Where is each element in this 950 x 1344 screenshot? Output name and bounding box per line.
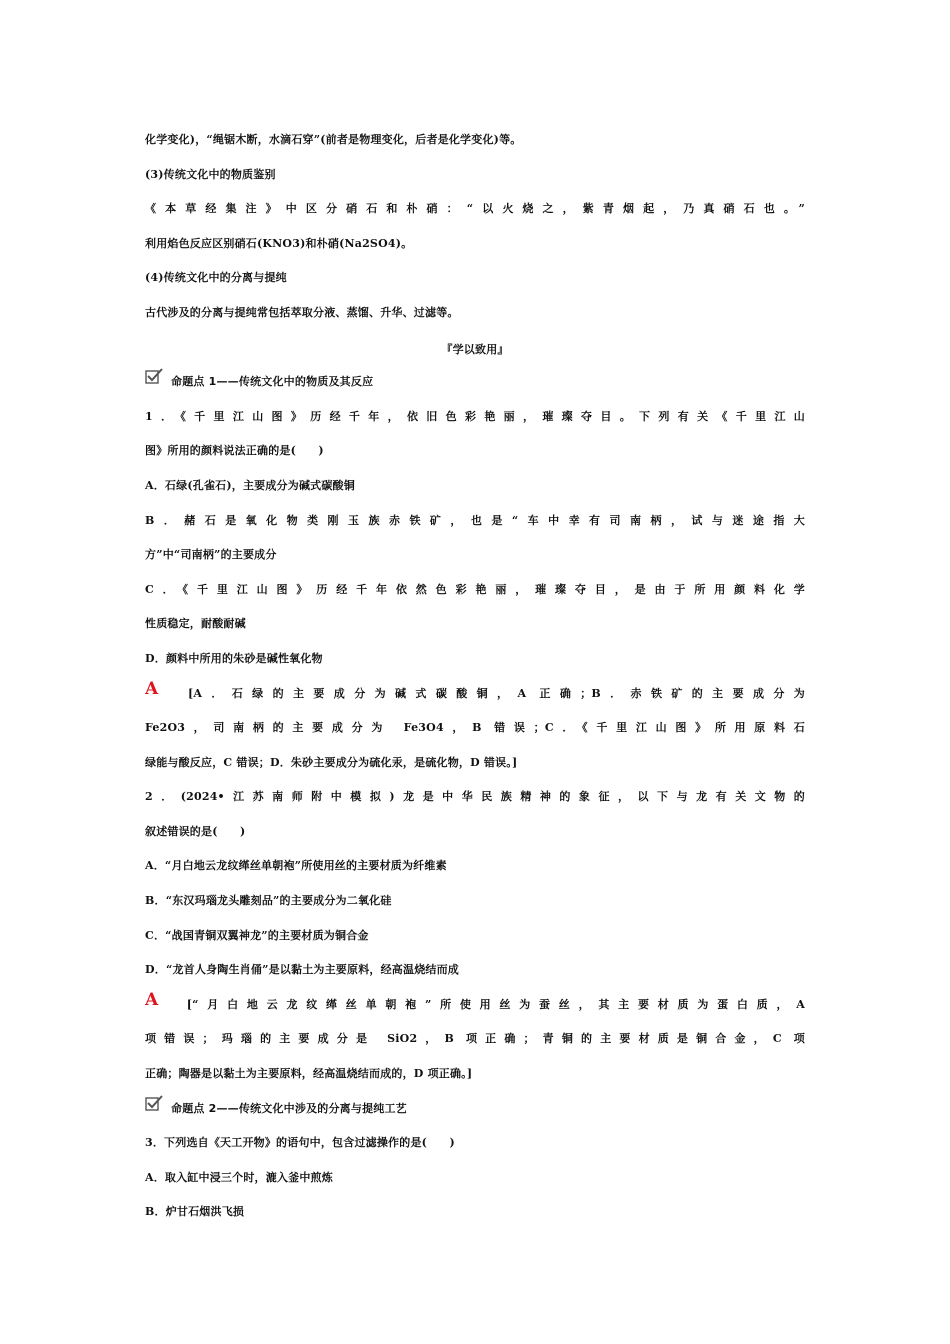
text-line xyxy=(145,637,805,672)
text-line xyxy=(145,879,805,914)
text-line xyxy=(145,153,805,188)
subscript: ，B 项正确；青铜的主要材质是铜合金，C 项 xyxy=(417,1032,805,1046)
subscript: 4 xyxy=(435,721,444,735)
text-line xyxy=(145,395,805,430)
subscript: 《本草经集注》中区分硝石和朴硝：“以火烧之，紫青烟起，乃真硝石也。” xyxy=(145,202,805,216)
text-line xyxy=(145,429,805,464)
subscript: ，B 错误；C．《千里江山图》所用原料石 xyxy=(443,721,805,735)
subscript: C．“战国青铜双翼神龙”的主要材质为铜合金 xyxy=(145,928,369,942)
subscript: 3 xyxy=(418,721,427,735)
answer-letter: A xyxy=(145,989,159,1010)
text-line xyxy=(145,1190,805,1225)
subscript: 3 xyxy=(292,236,301,250)
text-line xyxy=(145,464,805,499)
subscript: 利用焰色反应区别硝石(KNO xyxy=(145,236,293,250)
text-line xyxy=(145,533,805,568)
topic-heading xyxy=(145,1087,805,1122)
subscript: (4)传统文化中的分离与提纯 xyxy=(145,271,287,285)
subscript: 2 xyxy=(409,1032,418,1046)
text-line xyxy=(145,914,805,949)
subscript: C．《千里江山图》历经千年依然色彩艳丽，璀璨夺目，是由于所用颜料化学 xyxy=(145,582,805,596)
subscript: 2 xyxy=(362,236,370,250)
subscript: B．炉甘石烟洪飞损 xyxy=(145,1205,245,1219)
checkbox-checked-icon xyxy=(145,1089,163,1105)
subscript: D．“龙首人身陶生肖俑”是以黏土为主要原料，经高温烧结而成 xyxy=(145,963,459,977)
subscript: 化学变化)，“绳锯木断，水滴石穿”(前者是物理变化，后者是化学变化)等。 xyxy=(145,133,522,146)
subscript: 命题点 2——传统文化中涉及的分离与提纯工艺 xyxy=(171,1101,407,1115)
subscript: 2．(2024•江苏南师附中模拟)龙是中华民族精神的象征，以下与龙有关文物的 xyxy=(145,790,805,804)
checkbox-checked-icon xyxy=(145,362,163,378)
subscript: )和朴硝(Na xyxy=(300,236,363,250)
text-line xyxy=(145,222,805,257)
document-body xyxy=(145,118,805,1225)
text-line xyxy=(145,256,805,291)
subscript: [“月白地云龙纹缂丝单朝袍”所使用丝为蚕丝，其主要材质为蛋白质，A xyxy=(158,997,805,1011)
topic-heading xyxy=(145,360,805,395)
subscript: 正确；陶器是以黏土为主要原料，经高温烧结而成的，D 项正确。] xyxy=(145,1067,473,1081)
subscript: A．石绿(孔雀石)，主要成分为碱式碳酸铜 xyxy=(145,478,355,492)
subscript: (3)传统文化中的物质鉴别 xyxy=(145,167,276,181)
subscript: A．“月白地云龙纹缂丝单朝袍”所使用丝的主要材质为纤维素 xyxy=(145,859,447,873)
subscript: 方”中“司南柄”的主要成分 xyxy=(145,548,277,562)
subscript: 2 xyxy=(159,721,168,735)
subscript: 项错误；玛瑙的主要成分是 SiO xyxy=(145,1032,410,1046)
text-line xyxy=(145,810,805,845)
subscript: )。 xyxy=(395,236,413,250)
subscript: 叙述错误的是( ) xyxy=(145,824,246,838)
text-line xyxy=(145,187,805,222)
subscript: 1．《千里江山图》历经千年，依旧色彩艳丽，璀璨夺目。下列有关《千里江山 xyxy=(145,409,805,423)
subscript: B．赭石是氧化物类刚玉族赤铁矿，也是“车中幸有司南柄，试与迷途指大 xyxy=(145,513,805,527)
subscript: [A．石绿的主要成分为碱式碳酸铜，A 正确；B．赤铁矿的主要成分为 xyxy=(158,686,805,700)
section-heading xyxy=(145,326,805,361)
subscript: 古代涉及的分离与提纯常包括萃取分液、蒸馏、升华、过滤等。 xyxy=(145,305,459,319)
subscript: 3．下列选自《天工开物》的语句中，包含过滤操作的是( ) xyxy=(145,1136,455,1150)
text-line xyxy=(145,602,805,637)
subscript: B．“东汉玛瑙龙头雕刻品”的主要成分为二氧化硅 xyxy=(145,894,392,908)
text-line xyxy=(145,1121,805,1156)
text-line xyxy=(145,568,805,603)
text-line xyxy=(145,1156,805,1191)
text-line xyxy=(145,775,805,810)
subscript: 绿能与酸反应，C 错误；D．朱砂主要成分为硫化汞，是硫化物，D 错误。] xyxy=(145,755,518,769)
text-line xyxy=(145,291,805,326)
subscript: 命题点 1——传统文化中的物质及其反应 xyxy=(171,375,374,389)
subscript: 3 xyxy=(177,721,186,735)
answer-line xyxy=(145,1017,805,1052)
subscript: ，司南柄的主要成分为 Fe xyxy=(185,721,419,735)
subscript: A．取入缸中浸三个时，漉入釜中煎炼 xyxy=(145,1170,333,1184)
answer-line xyxy=(145,983,805,1018)
text-line xyxy=(145,948,805,983)
answer-line xyxy=(145,741,805,776)
answer-line xyxy=(145,1052,805,1087)
answer-letter: A xyxy=(145,678,159,699)
text-line xyxy=(145,844,805,879)
subscript: O xyxy=(426,721,436,735)
subscript: O xyxy=(167,721,178,735)
subscript: Fe xyxy=(145,721,160,735)
subscript: 图》所用的颜料说法正确的是( ) xyxy=(145,444,324,458)
answer-line xyxy=(145,706,805,741)
subscript: 性质稳定，耐酸耐碱 xyxy=(145,617,246,631)
answer-line xyxy=(145,672,805,707)
subscript: 『学以致用』 xyxy=(441,342,509,356)
subscript: SO xyxy=(369,236,388,250)
subscript: 4 xyxy=(387,236,396,250)
subscript: D．颜料中所用的朱砂是碱性氧化物 xyxy=(145,651,323,665)
text-line xyxy=(145,499,805,534)
text-line xyxy=(145,118,805,153)
